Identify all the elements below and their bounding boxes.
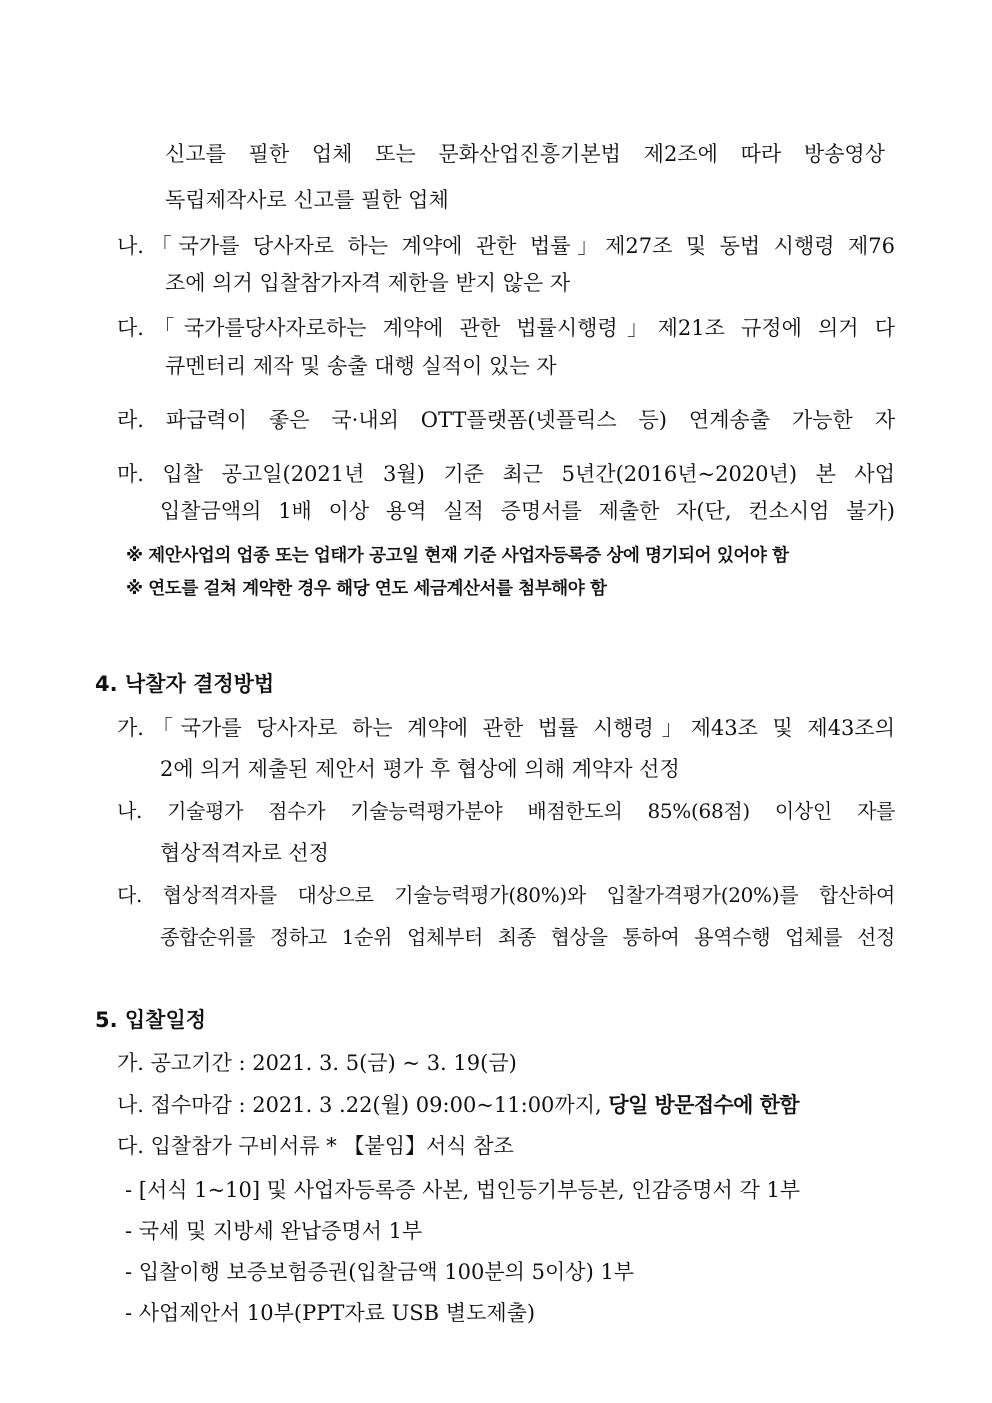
paragraph-line: 독립제작사로 신고를 필한 업체 <box>165 188 449 212</box>
item-ma-line1: 마. 입찰 공고일(2021년 3월) 기준 최근 5년간(2016년~2020년) 본 사업 <box>117 462 895 486</box>
item-ga-line2: 2에 의거 제출된 제안서 평가 후 협상에 의해 계약자 선정 <box>160 757 680 781</box>
item-da-line2: 큐멘터리 제작 및 송출 대행 실적이 있는 자 <box>165 354 557 378</box>
document-list-item: - 국세 및 지방세 완납증명서 1부 <box>125 1219 423 1243</box>
item-na-line1: 나.「국가를 당사자로 하는 계약에 관한 법률」제27조 및 동법 시행령 제76 <box>117 234 895 258</box>
item-ma-line2: 입찰금액의 1배 이상 용역 실적 증명서를 제출한 자(단, 컨소시엄 불가) <box>160 499 895 523</box>
item-na-line1: 나. 기술평가 점수가 기술능력평가분야 배점한도의 85%(68점) 이상인 자를 <box>117 799 895 823</box>
item-da-line1: 다.「국가를당사자로하는 계약에 관한 법률시행령」제21조 규정에 의거 다 <box>117 316 895 340</box>
deadline-text: 나. 접수마감 : 2021. 3 .22(월) 09:00~11:00까지, <box>117 1093 602 1117</box>
deadline-emphasis: 당일 방문접수에 한함 <box>608 1093 799 1117</box>
item-na-line2: 조에 의거 입찰참가자격 제한을 받지 않은 자 <box>165 271 571 295</box>
note-line: ※ 연도를 걸쳐 계약한 경우 해당 연도 세금계산서를 첨부해야 함 <box>126 579 607 599</box>
item-da-line2: 종합순위를 정하고 1순위 업체부터 최종 협상을 통하여 용역수행 업체를 선정 <box>160 925 895 949</box>
item-da-line1: 다. 협상적격자를 대상으로 기술능력평가(80%)와 입찰가격평가(20%)를 합산하여 <box>117 883 895 907</box>
section-heading: 5. 입찰일정 <box>95 1008 207 1032</box>
item-na-line2: 협상적격자로 선정 <box>160 841 329 865</box>
note-line: ※ 제안사업의 업종 또는 업태가 공고일 현재 기준 사업자등록증 상에 명기되어 있어야 함 <box>126 546 789 566</box>
schedule-item: 가. 공고기간 : 2021. 3. 5(금) ~ 3. 19(금) <box>117 1051 517 1075</box>
document-list-item: - 입찰이행 보증보험증권(입찰금액 100분의 5이상) 1부 <box>125 1260 635 1284</box>
document-list-item: - 사업제안서 10부(PPT자료 USB 별도제출) <box>125 1301 536 1325</box>
document-list-item: - [서식 1~10] 및 사업자등록증 사본, 법인등기부등본, 인감증명서 각 1부 <box>125 1178 801 1202</box>
paragraph-line: 신고를 필한 업체 또는 문화산업진흥기본법 제2조에 따라 방송영상 <box>165 142 885 166</box>
item-ga-line1: 가.「국가를 당사자로 하는 계약에 관한 법률 시행령」제43조 및 제43조의 <box>117 716 895 740</box>
schedule-item <box>117 1092 799 1118</box>
section-heading: 4. 낙찰자 결정방법 <box>95 672 275 696</box>
item-ra-line1: 라. 파급력이 좋은 국·내외 OTT플랫폼(넷플릭스 등) 연계송출 가능한 자 <box>117 408 895 432</box>
schedule-item: 다. 입찰참가 구비서류 * 【붙임】서식 참조 <box>117 1134 514 1158</box>
